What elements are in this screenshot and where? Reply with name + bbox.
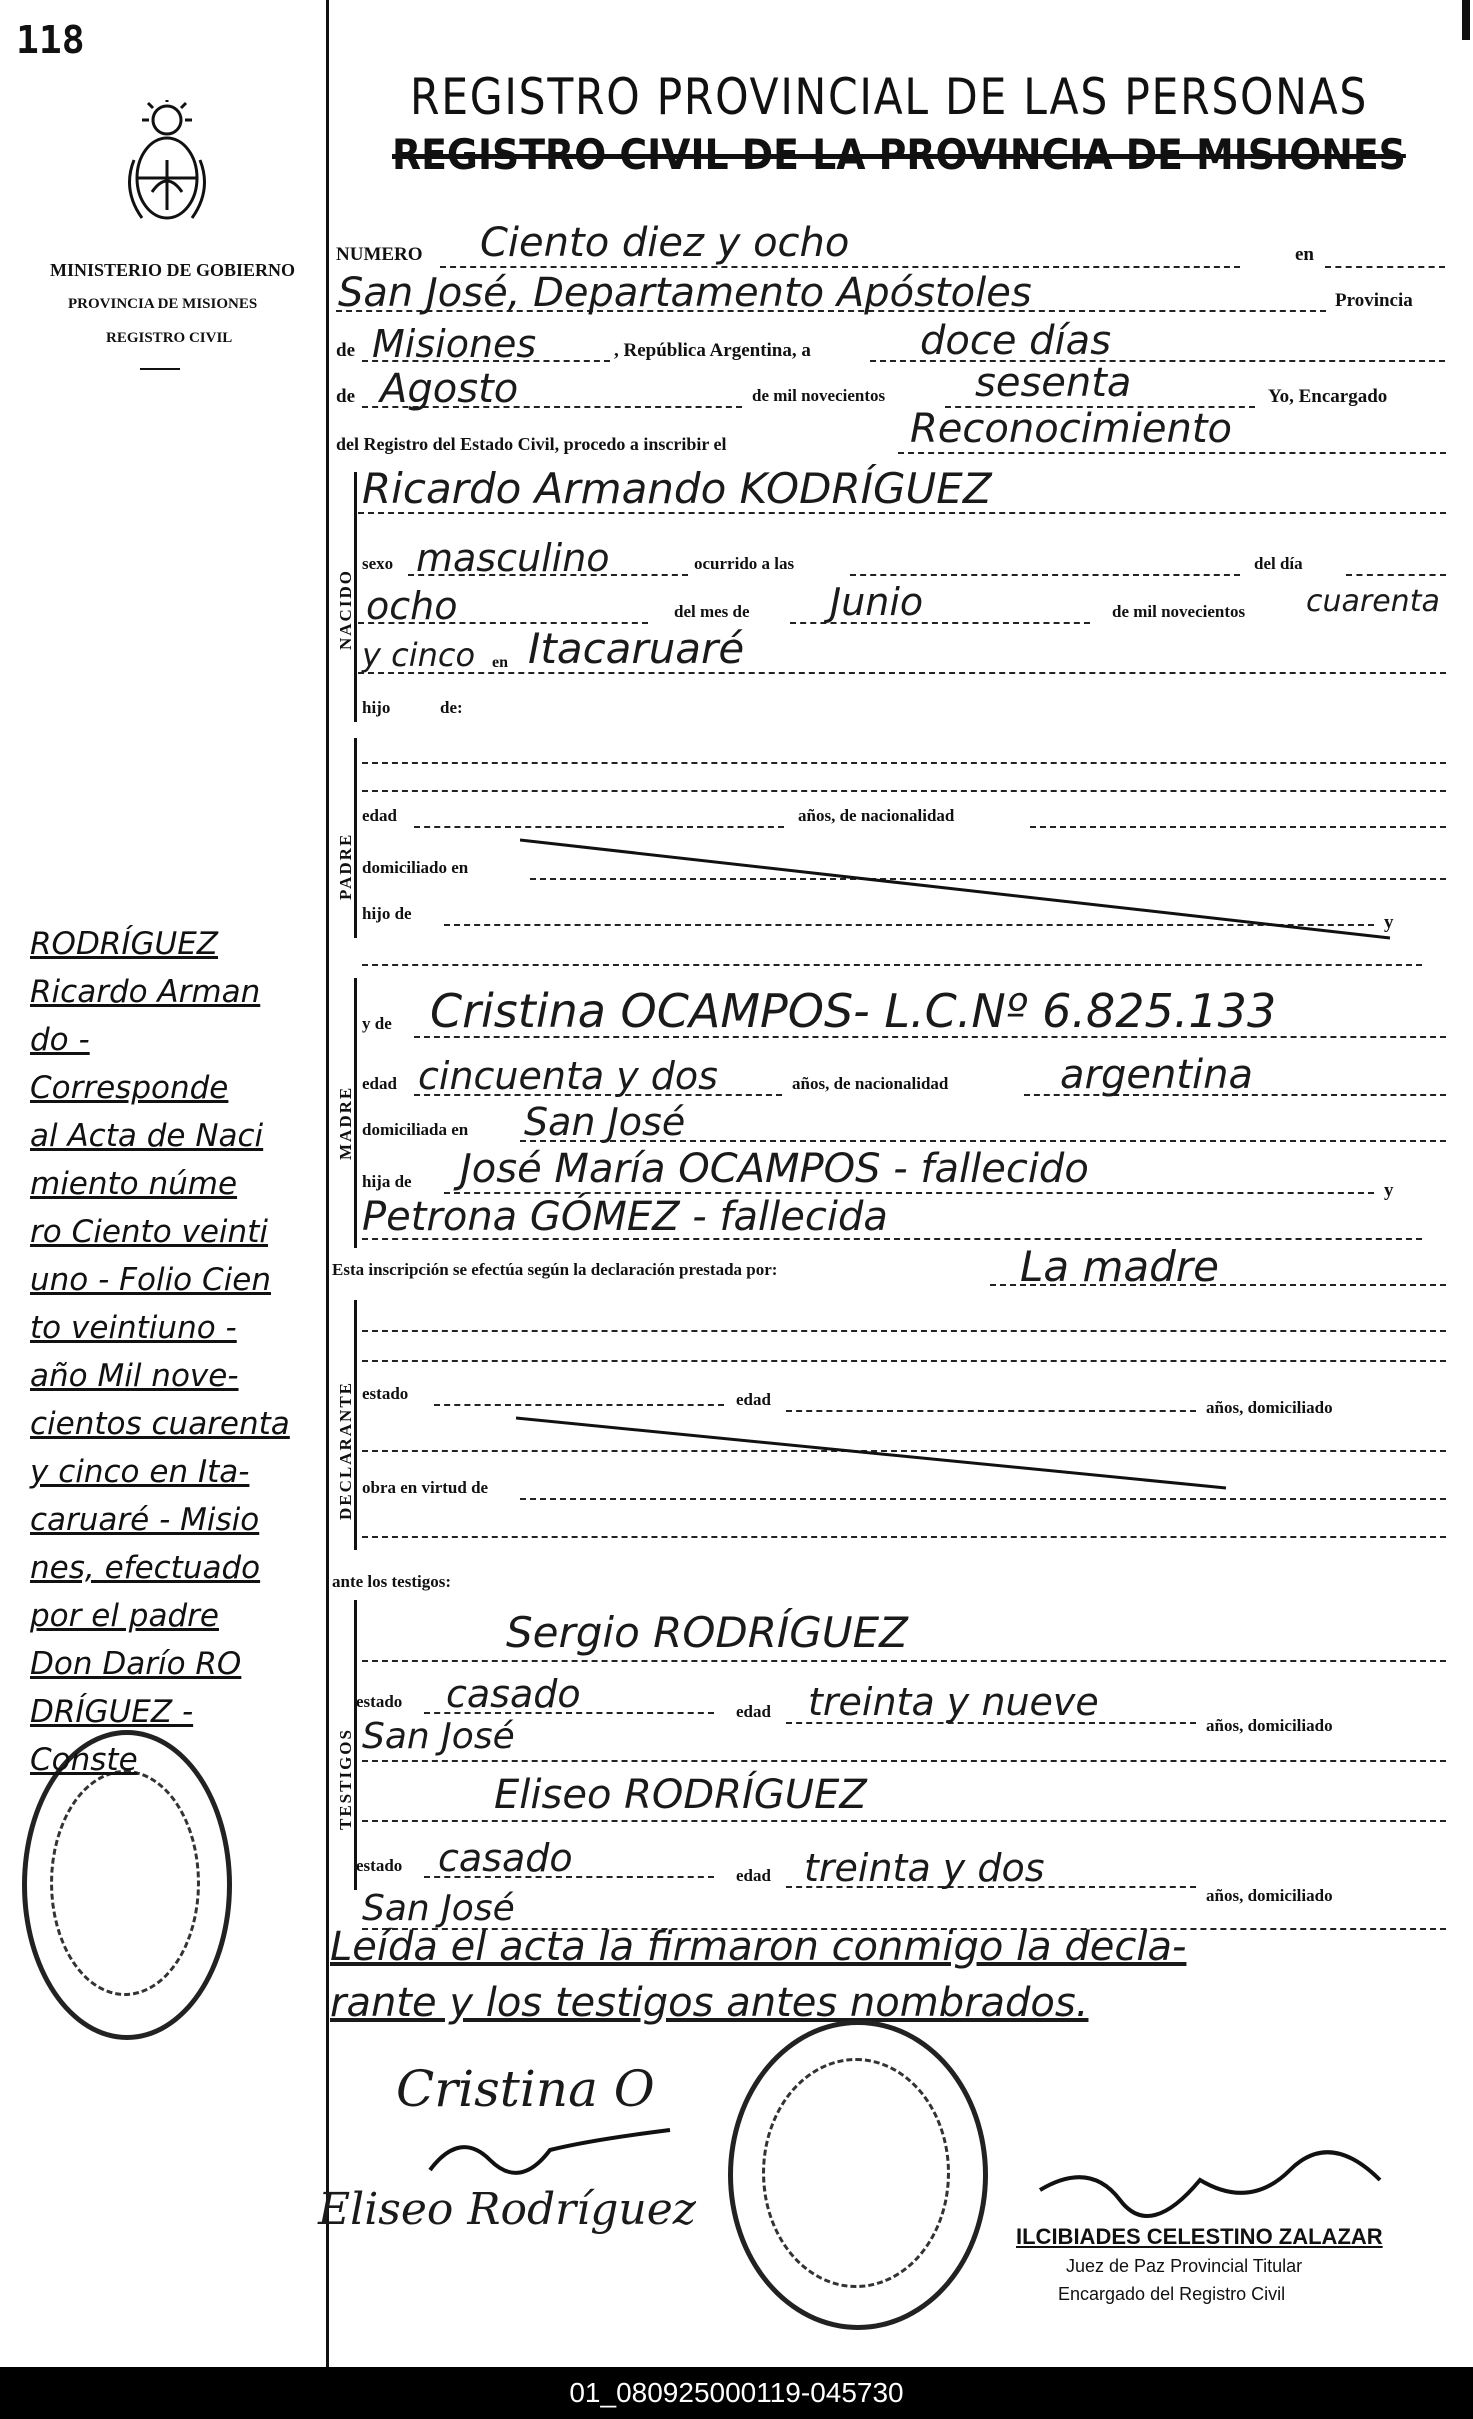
hija-de-label: hija de	[362, 1172, 412, 1191]
margin-note-line: RODRÍGUEZ	[30, 926, 219, 962]
encargado-label: Yo, Encargado	[1268, 386, 1388, 407]
edad2-label: edad	[736, 1390, 771, 1409]
official-title2: Encargado del Registro Civil	[1058, 2284, 1286, 2304]
mes-nac-value: Junio	[830, 580, 924, 624]
margin-note-line: al Acta de Naci	[30, 1118, 264, 1154]
official-title1: Juez de Paz Provincial Titular	[1066, 2256, 1303, 2276]
hijo-de2-label: hijo de	[362, 904, 412, 923]
madre-label: MADRE	[336, 1085, 355, 1160]
declaracion-label: Esta inscripción se efectúa según la declaración prestada por:	[332, 1260, 778, 1279]
cierre-line2: rante y los testigos antes nombrados.	[330, 1980, 1089, 2026]
page-number: 118	[16, 18, 85, 62]
margin-note-line: Conste	[30, 1742, 138, 1778]
lugar-nac-line	[358, 672, 1446, 674]
padre-strike-line	[520, 834, 1400, 944]
madre-value: Cristina OCAMPOS- L.C.Nº 6.825.133	[430, 984, 1277, 1038]
firma-madre: Cristina O	[396, 2060, 655, 2118]
form-left-border	[326, 0, 329, 2367]
ocurrido-label: ocurrido a las	[694, 554, 795, 573]
hijo-label: hijo	[362, 698, 391, 717]
testigo2-line	[362, 1820, 1446, 1822]
testigo1-line	[362, 1660, 1446, 1662]
margin-note-line: ro Ciento veinti	[30, 1214, 268, 1250]
testigo1-domicilio: San José	[362, 1716, 515, 1757]
padre-nombre-line	[362, 762, 1446, 764]
struck-title: REGISTRO CIVIL DE LA PROVINCIA DE MISIONES	[392, 130, 1406, 179]
testigos-intro-label: ante los testigos:	[332, 1572, 451, 1591]
de2-label: de	[336, 386, 355, 407]
register-title: REGISTRO PROVINCIAL DE LAS PERSONAS	[410, 68, 1369, 126]
margin-note-line: caruaré - Misio	[30, 1502, 260, 1538]
decl-estado-line	[434, 1404, 724, 1406]
nac-padre-line	[1030, 826, 1446, 828]
declarante-value: La madre	[1020, 1242, 1219, 1291]
acto-line	[898, 452, 1446, 454]
anio-nac-value: cuarenta	[1306, 584, 1440, 619]
firma-testigo: Eliseo Rodríguez	[318, 2184, 696, 2235]
testigo1-edad-label: edad	[736, 1702, 771, 1721]
margin-note-line: Ricardo Arman	[30, 974, 261, 1010]
hijo-de-label: de:	[440, 698, 463, 717]
abuelo-value: José María OCAMPOS - fallecido	[460, 1146, 1089, 1192]
anios-nac2-label: años, de nacionalidad	[792, 1074, 949, 1093]
provincia-label: Provincia	[1335, 290, 1413, 311]
edad-padre-line	[414, 826, 784, 828]
coat-of-arms-icon	[122, 100, 212, 230]
nombre-value: Ricardo Armando KODRÍGUEZ	[362, 464, 992, 513]
margin-note-line: año Mil nove-	[30, 1358, 239, 1394]
margin-note-line: miento núme	[30, 1166, 238, 1202]
en-line	[1325, 266, 1445, 268]
lugar-nac-value: Itacaruaré	[528, 624, 745, 673]
del-mes-label: del mes de	[674, 602, 750, 621]
edad-label: edad	[362, 806, 397, 825]
obra-line	[520, 1498, 1446, 1500]
testigo1-edad: treinta y nueve	[808, 1680, 1099, 1724]
mes-value: Agosto	[380, 366, 519, 412]
numero-line	[440, 266, 1240, 268]
decl-edad-line	[786, 1410, 1196, 1412]
en2-label: en	[492, 654, 508, 671]
strike-bar	[392, 154, 1402, 159]
testigo1-estado: casado	[446, 1672, 581, 1716]
domiciliada-label: domiciliada en	[362, 1120, 469, 1139]
anios-nac-label: años, de nacionalidad	[798, 806, 955, 825]
declarante-side-label: DECLARANTE	[336, 1380, 355, 1520]
official-name: ILCIBIADES CELESTINO ZALAZAR	[1016, 2224, 1383, 2249]
footer-id: 01_080925000119-045730	[0, 2367, 1473, 2419]
y-de-label: y de	[362, 1014, 392, 1033]
testigo1-dom-label: años, domiciliado	[1206, 1716, 1333, 1735]
testigo2-dom-label: años, domiciliado	[1206, 1886, 1333, 1905]
margin-note-line: DRÍGUEZ -	[30, 1694, 194, 1730]
testigo2-edad-label: edad	[736, 1866, 771, 1885]
obra-line2	[362, 1536, 1446, 1538]
declarante-strike-line	[516, 1414, 1236, 1494]
registro-label: del Registro del Estado Civil, procedo a inscribir el	[336, 434, 727, 454]
anio-nac-value2: y cinco	[362, 636, 476, 674]
testigo2-estado: casado	[438, 1836, 573, 1880]
ministry-line2: PROVINCIA DE MISIONES	[68, 296, 258, 312]
numero-label: NUMERO	[336, 244, 423, 265]
nacido-label: NACIDO	[336, 569, 355, 650]
margin-note-line: por el padre	[30, 1598, 219, 1634]
republica-label: , República Argentina, a	[614, 340, 811, 361]
provincia-value: Misiones	[372, 322, 537, 366]
stamp-left-inner	[50, 1770, 200, 1996]
sexo-value: masculino	[416, 536, 610, 580]
de-label: de	[336, 340, 355, 361]
testigo2-estado-label: estado	[356, 1856, 403, 1875]
numero-value: Ciento diez y ocho	[480, 220, 850, 266]
testigo1-dom-line	[362, 1760, 1446, 1762]
del-dia-label: del día	[1254, 554, 1303, 573]
en-label: en	[1295, 244, 1314, 265]
margin-note-line: cientos cuarenta	[30, 1406, 290, 1442]
ministry-line1: MINISTERIO DE GOBIERNO	[50, 260, 296, 280]
nacionalidad-madre-value: argentina	[1060, 1052, 1253, 1098]
margin-note-line: to veintiuno -	[30, 1310, 237, 1346]
anio-label: de mil novecientos	[752, 386, 886, 405]
obra-label: obra en virtud de	[362, 1478, 489, 1497]
testigo1-estado-label: estado	[356, 1692, 403, 1711]
stamp-right-inner	[762, 2058, 950, 2288]
ministry-line3: REGISTRO CIVIL	[106, 330, 233, 346]
mil-nov-label: de mil novecientos	[1112, 602, 1246, 621]
estado-label: estado	[362, 1384, 409, 1403]
margin-note-line: y cinco en Ita-	[30, 1454, 250, 1490]
testigos-side-label: TESTIGOS	[336, 1728, 355, 1830]
hora-line	[850, 574, 1240, 576]
form-right-marker	[1462, 0, 1470, 40]
margin-note-line: nes, efectuado	[30, 1550, 261, 1586]
del-dia-line	[1346, 574, 1446, 576]
sexo-label: sexo	[362, 554, 394, 573]
edad-madre-label: edad	[362, 1074, 397, 1093]
margin-note-line: Don Darío RO	[30, 1646, 242, 1682]
dia-nac-value: ocho	[366, 584, 458, 628]
dia-value: doce días	[920, 318, 1112, 364]
edad-madre-value: cincuenta y dos	[418, 1054, 718, 1098]
padre-label: PADRE	[336, 832, 355, 900]
signature-scribble	[420, 2120, 680, 2190]
testigo1-nombre: Sergio RODRÍGUEZ	[506, 1608, 908, 1657]
y2-label: y	[1384, 1180, 1394, 1201]
y-label: y	[1384, 912, 1394, 933]
margin-note	[30, 920, 290, 1784]
domicilio-madre-value: San José	[524, 1100, 686, 1144]
cierre-line1: Leída el acta la firmaron conmigo la decla-	[330, 1924, 1187, 1970]
domiciliado-label: domiciliado en	[362, 858, 469, 877]
margin-note-line: uno - Folio Cien	[30, 1262, 271, 1298]
decl-nombre-line	[362, 1330, 1446, 1332]
margin-note-line: do -	[30, 1022, 90, 1058]
abuelos-padre-line2	[362, 964, 1422, 966]
acto-value: Reconocimiento	[910, 406, 1232, 452]
official-signature	[1030, 2150, 1390, 2230]
decl-nombre-line2	[362, 1360, 1446, 1362]
lugar-value: San José, Departamento Apóstoles	[338, 270, 1032, 316]
ministry-divider	[140, 368, 180, 370]
testigo2-nombre: Eliseo RODRÍGUEZ	[494, 1772, 867, 1818]
anios-dom-label: años, domiciliado	[1206, 1398, 1333, 1417]
abuela-value: Petrona GÓMEZ - fallecida	[362, 1194, 888, 1240]
margin-note-line: Corresponde	[30, 1070, 229, 1106]
testigo2-edad: treinta y dos	[804, 1846, 1045, 1890]
padre-nombre-line2	[362, 790, 1446, 792]
testigo2-domicilio: San José	[362, 1888, 515, 1929]
anio-value: sesenta	[975, 360, 1132, 406]
